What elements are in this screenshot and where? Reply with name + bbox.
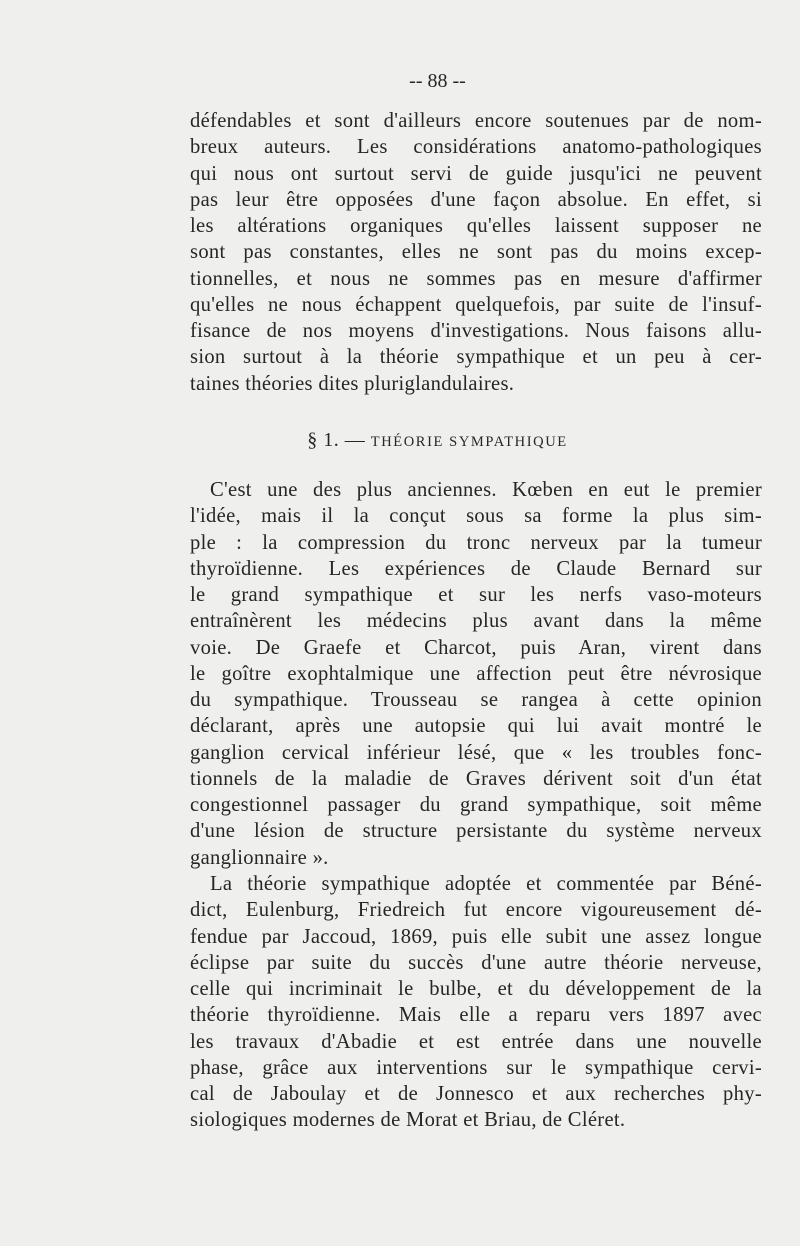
text-line: ple : la compression du tronc nerveux par la tumeur — [190, 531, 762, 554]
text-line: voie. De Graefe et Charcot, puis Aran, virent dans — [190, 636, 762, 659]
text-line: fendue par Jaccoud, 1869, puis elle subit une assez longue — [190, 925, 762, 948]
page-number: -- 88 -- — [409, 70, 466, 92]
section-number: § 1. — — [307, 429, 366, 451]
text-line: qui nous ont surtout servi de guide jusqu'ici ne peuvent — [190, 162, 762, 185]
text-line: phase, grâce aux interventions sur le sympathique cervi- — [190, 1056, 762, 1079]
text-line: siologiques modernes de Morat et Briau, de Cléret. — [190, 1109, 626, 1132]
text-line: les altérations organiques qu'elles laissent supposer ne — [190, 215, 762, 237]
paragraph-3 — [190, 871, 762, 1134]
text-line: ganglionnaire ». — [190, 846, 329, 869]
text-line: dict, Eulenburg, Friedreich fut encore vigoureusement dé- — [190, 899, 762, 922]
section-title: THÉORIE SYMPATHIQUE — [370, 434, 568, 450]
text-line: le goître exophtalmique une affection peut être névrosique — [190, 662, 762, 685]
text-line: fisance de nos moyens d'investigations. Nous faisons allu- — [190, 320, 762, 342]
text-line: l'idée, mais il la conçut sous sa forme la plus sim- — [190, 505, 762, 528]
text-line: C'est une des plus anciennes. Kœben en eut le premier — [210, 479, 762, 501]
text-line: éclipse par suite du succès d'une autre théorie nerveuse, — [190, 951, 762, 974]
text-line: qu'elles ne nous échappent quelquefois, par suite de l'insuf- — [190, 293, 762, 316]
text-line: taines théories dites pluriglandulaires. — [190, 372, 515, 395]
text-line: du sympathique. Trousseau se rangea à cette opinion — [190, 689, 762, 711]
text-line: cal de Jaboulay et de Jonnesco et aux recherches phy- — [190, 1083, 762, 1105]
text-line: La théorie sympathique adoptée et commentée par Béné- — [210, 873, 762, 895]
text-line: breux auteurs. Les considérations anatomo-pathologiques — [190, 136, 762, 159]
text-line: ganglion cervical inférieur lésé, que « les troubles fonc- — [190, 741, 762, 764]
text-line: théorie thyroïdienne. Mais elle a reparu vers 1897 avec — [190, 1004, 762, 1027]
text-line: déclarant, après une autopsie qui lui avait montré le — [190, 715, 762, 738]
text-line: tionnels de la maladie de Graves dérivent soit d'un état — [190, 767, 762, 790]
text-line: le grand sympathique et sur les nerfs vaso-moteurs — [190, 584, 762, 606]
text-line: entraînèrent les médecins plus avant dans la même — [190, 610, 762, 633]
text-line: tionnelles, et nous ne sommes pas en mesure d'affirmer — [190, 267, 762, 290]
text-line: défendables et sont d'ailleurs encore soutenues par de nom- — [190, 110, 762, 132]
text-line: pas leur être opposées d'une façon absolue. En effet, si — [190, 188, 762, 211]
text-line: sont pas constantes, elles ne sont pas du moins excep- — [190, 241, 762, 264]
text-line: sion surtout à la théorie sympathique et un peu à cer- — [190, 346, 762, 369]
text-line: les travaux d'Abadie et est entrée dans une nouvelle — [190, 1030, 762, 1053]
text-line: congestionnel passager du grand sympathique, soit même — [190, 794, 762, 816]
paragraph-1 — [190, 108, 762, 397]
paragraph-2 — [190, 477, 762, 871]
section-heading — [0, 429, 800, 452]
text-line: celle qui incriminait le bulbe, et du développement de la — [190, 978, 762, 1000]
text-line: thyroïdienne. Les expériences de Claude Bernard sur — [190, 557, 762, 580]
text-line: d'une lésion de structure persistante du système nerveux — [190, 820, 762, 843]
